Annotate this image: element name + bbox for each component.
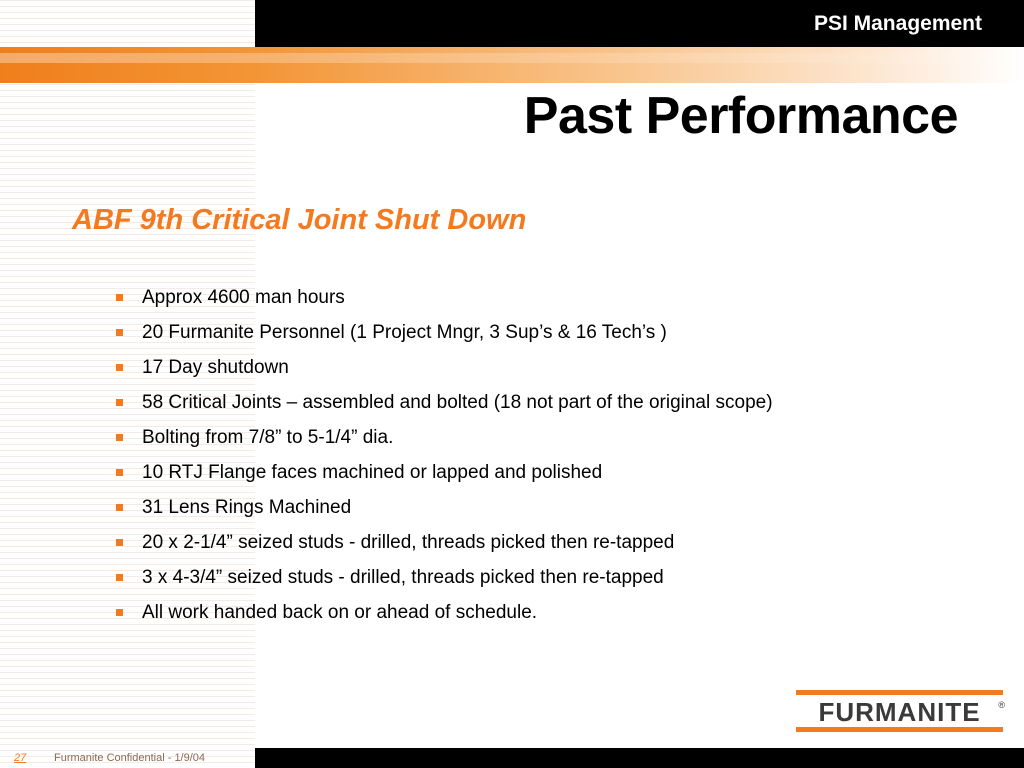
bullet-marker-icon — [116, 574, 123, 581]
bullet-marker-icon — [116, 609, 123, 616]
bullet-item — [114, 532, 844, 553]
bullet-text: 20 x 2-1/4” seized studs - drilled, threads picked then re-tapped — [142, 532, 675, 553]
logo-bottom-bar — [796, 727, 1003, 732]
logo-top-bar — [796, 690, 1003, 695]
furmanite-logo — [796, 690, 1003, 732]
bullet-text: Bolting from 7/8” to 5-1/4” dia. — [142, 427, 394, 448]
bullet-item — [114, 392, 844, 413]
bullet-marker-icon — [116, 539, 123, 546]
bullet-item — [114, 357, 844, 378]
slide-title: Past Performance — [523, 87, 958, 145]
registered-mark-icon: ® — [998, 700, 1005, 710]
orange-accent-band — [0, 47, 1024, 83]
bullet-marker-icon — [116, 294, 123, 301]
bullet-text: Approx 4600 man hours — [142, 287, 345, 308]
bullet-marker-icon — [116, 504, 123, 511]
band-highlight — [0, 53, 1024, 63]
bullet-item — [114, 497, 844, 518]
bullet-marker-icon — [116, 364, 123, 371]
bullet-text: 58 Critical Joints – assembled and bolted (18 not part of the original scope) — [142, 392, 773, 413]
bullet-text: 10 RTJ Flange faces machined or lapped and polished — [142, 462, 603, 483]
header-title: PSI Management — [813, 11, 982, 35]
bullet-item — [114, 427, 844, 448]
bullet-text: 17 Day shutdown — [142, 357, 289, 378]
bullet-text: 20 Furmanite Personnel (1 Project Mngr, 3 Sup’s & 16 Tech’s ) — [142, 322, 667, 343]
footer-confidential-text: Furmanite Confidential - 1/9/04 — [54, 752, 206, 764]
bullet-item — [114, 462, 844, 483]
bullet-text: 31 Lens Rings Machined — [142, 497, 352, 518]
footer-bar — [255, 748, 1024, 768]
bullet-item — [114, 322, 844, 343]
bullet-text: All work handed back on or ahead of schedule. — [142, 602, 538, 623]
bullet-text: 3 x 4-3/4” seized studs - drilled, threads picked then re-tapped — [142, 567, 664, 588]
header-bar — [255, 0, 1024, 47]
bullet-item — [114, 287, 844, 308]
bullet-marker-icon — [116, 469, 123, 476]
bullet-marker-icon — [116, 399, 123, 406]
page-number: 27 — [14, 752, 27, 764]
bullet-list — [114, 287, 844, 637]
logo-text: FURMANITE — [818, 697, 981, 727]
bullet-item — [114, 602, 844, 623]
bullet-item — [114, 567, 844, 588]
bullet-marker-icon — [116, 329, 123, 336]
slide-subtitle: ABF 9th Critical Joint Shut Down — [72, 204, 527, 236]
bullet-marker-icon — [116, 434, 123, 441]
